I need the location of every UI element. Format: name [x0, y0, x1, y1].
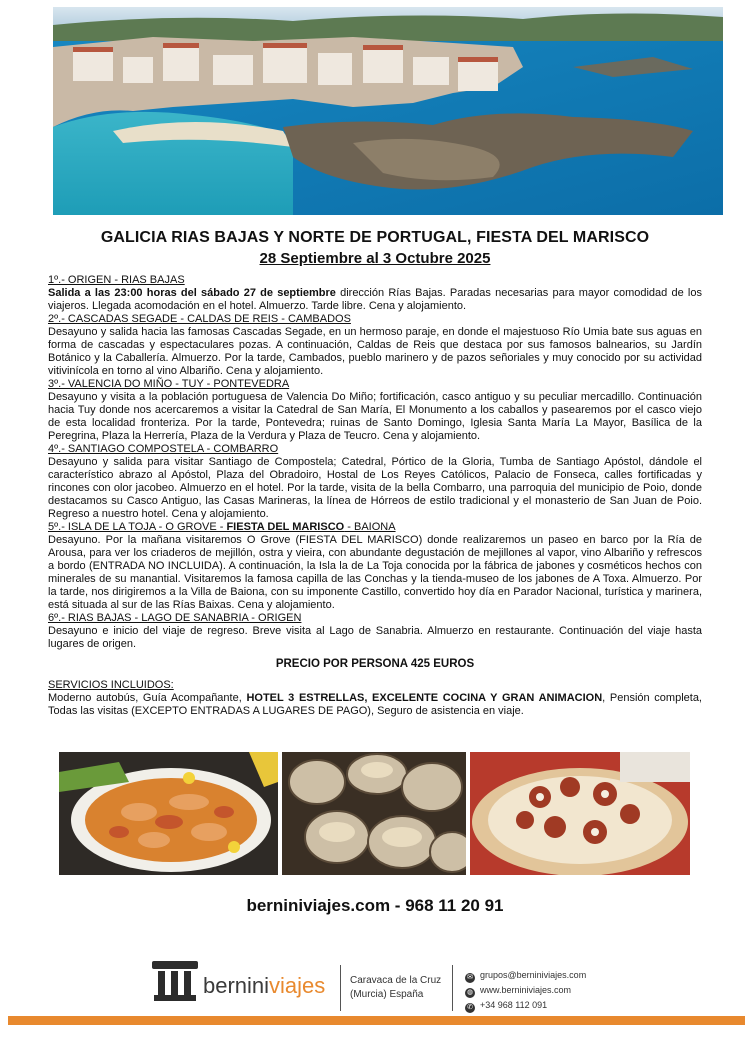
day-4-text: Desayuno y salida para visitar Santiago de Compostela; Catedral, Pórtico de la Gloria, Tumba de Santiago Apóstol, dándole el característico abrazo al Apóstol, Plaza del Obradoiro, Hostal de Los Reyes Católicos, Palacio de Fonseca, calles fortificadas y rincones con olor jacobeo. Almuerzo en el hotel. Por la tarde, visita de la bella Combarro, una parroquia del municipio de Poio, donde destacamos su Casco Antiguo, las Casas Marineras, la línea de Hórreos de estilo tradicional y el monasterio de San Juan de Poio. Regreso a nuestro hotel. Cena y alojamiento. — [48, 456, 702, 520]
hero-photo — [53, 7, 723, 215]
day-3-heading: 3º.- VALENCIA DO MIÑO - TUY - PONTEVEDRA — [48, 378, 290, 390]
address-line-1: Caravaca de la Cruz — [350, 975, 442, 986]
seafood-platter-photo-icon — [59, 752, 278, 875]
coastal-town-photo-icon — [53, 7, 723, 215]
phone-icon: ✆ — [465, 1003, 475, 1013]
brand-logo — [203, 973, 325, 999]
email-icon: ✉ — [465, 973, 475, 983]
day-5-text: Desayuno. Por la mañana visitaremos O Grove (FIESTA DEL MARISCO) donde realizaremos un paseo en barco por la Ría de Arousa, para ver los criaderos de mejillón, ostra y vieira, con abundante degustación de mejillones al vapor, vino Albariño y refrescos a bordo (ENTRADA NO INCLUIDA). A continuación, la Isla la de La Toja conocida por la fábrica de jabones y cosméticos hechos con minerales de su manantial. Visitaremos la famosa capilla de las Conchas y la tienda-museo de los jabones de A Toxa. Almuerzo. Por la tarde, nos dirigiremos a la Villa de Baiona, con su imponente Castillo, convertido hoy día en Parador Nacional, turística y marinera, está situada al sur de las Rías Baixas. Cena y alojamiento. — [48, 534, 702, 611]
day-1-text — [48, 287, 702, 313]
address-line-2: (Murcia) España — [350, 989, 424, 1000]
globe-icon: ◍ — [466, 989, 474, 996]
day-2-text: Desayuno y salida hacia las famosas Cascadas Segade, en un hermoso paraje, en donde el majestuoso Río Umia bate sus aguas en forma de cascadas y espectaculares pozas. A continuación, Caldas de Reis que destaca por sus famosos balnearios, su Jardín Botánico y la Caballería. Almuerzo. Por la tarde, Cambados, pueblo marinero y de pazos señoriales y muy conocido por su actividad vitivinícola en torno al vino Albariño. Cena y alojamiento. — [48, 326, 702, 377]
services-post: , Pensión completa, Todas las visitas (EXCEPTO ENTRADAS A LUGARES DE PAGO), Seguro de asistencia en viaje. — [48, 692, 702, 717]
services-heading: SERVICIOS INCLUIDOS: — [48, 679, 174, 691]
phone-item[interactable] — [465, 998, 586, 1013]
day-6-text: Desayuno e inicio del viaje de regreso. Breve visita al Lago de Sanabria. Almuerzo en restaurante. Continuación del viaje hasta lugares de origen. — [48, 625, 702, 650]
email-text: grupos@berniniviajes.com — [480, 970, 587, 980]
itinerary — [48, 274, 702, 718]
day-3-text: Desayuno y visita a la población portuguesa de Valencia Do Miño; fortificación, casco antiguo y su peculiar mercadillo. Continuación hacia Tuy donde nos acercaremos a visitar la Catedral de San María, El Monumento a los caballos y pasearemos por el casco viejo de esta localidad fronteriza. Por la tarde, Pontevedra; ruinas de Santo Domingo, Iglesia Santa María La Mayor, Basílica de la Peregrina, Plaza la Herrería, Plaza de la Verdura y Plaza de Teucro. Cena y alojamiento. — [48, 391, 702, 442]
logo-part-a: bernini — [203, 973, 270, 998]
octopus-dish-photo-icon — [470, 752, 690, 875]
day-1-heading: 1º.- ORIGEN - RIAS BAJAS — [48, 274, 185, 286]
web-item[interactable] — [465, 983, 586, 998]
contact-list — [465, 968, 586, 1013]
day-5-head-bold: FIESTA DEL MARISCO — [226, 521, 345, 533]
logo-part-b: viajes — [269, 973, 326, 998]
price: PRECIO POR PERSONA 425 EUROS — [275, 658, 475, 670]
column-logo-icon — [152, 961, 198, 1001]
services-text — [48, 692, 702, 718]
address — [350, 974, 441, 1002]
services-bold: HOTEL 3 ESTRELLAS, EXCELENTE COCINA Y GRAN ANIMACION — [246, 692, 603, 704]
email-item[interactable] — [465, 968, 586, 983]
services-pre: Moderno autobús, Guía Acompañante, — [48, 692, 247, 704]
day-5-head-pre: 5º.- ISLA DE LA TOJA - O GROVE - — [48, 521, 227, 533]
day-2-heading: 2º.- CASCADAS SEGADE - CALDAS DE REIS - CAMBADOS — [48, 313, 351, 325]
orange-footer-bar — [8, 1016, 745, 1025]
web-text: www.berniniviajes.com — [480, 985, 572, 995]
day-5-head-post: - BAIONA — [344, 521, 396, 533]
divider — [340, 965, 341, 1011]
trip-title: GALICIA RIAS BAJAS Y NORTE DE PORTUGAL, FIESTA DEL MARISCO — [100, 229, 650, 246]
contact-line[interactable]: berniniviajes.com - 968 11 20 91 — [246, 896, 504, 915]
clams-photo-icon — [282, 752, 466, 875]
trip-dates: 28 Septiembre al 3 Octubre 2025 — [259, 250, 491, 267]
footer — [150, 955, 600, 1015]
day-1-body: dirección Rías Bajas. Paradas necesarias para mayor comodidad de los viajeros. Llegada acomodación en el hotel. Almuerzo. Tarde libre. Cena y alojamiento. — [48, 287, 702, 312]
phone-text: +34 968 112 091 — [480, 1000, 548, 1010]
day-5-heading — [48, 521, 702, 534]
divider — [452, 965, 453, 1011]
day-1-bold: Salida a las 23:00 horas del sábado 27 de septiembre — [48, 287, 336, 299]
day-6-heading: 6º.- RIAS BAJAS - LAGO DE SANABRIA - ORIGEN — [48, 612, 302, 624]
day-4-heading: 4º.- SANTIAGO COMPOSTELA - COMBARRO — [48, 443, 279, 455]
